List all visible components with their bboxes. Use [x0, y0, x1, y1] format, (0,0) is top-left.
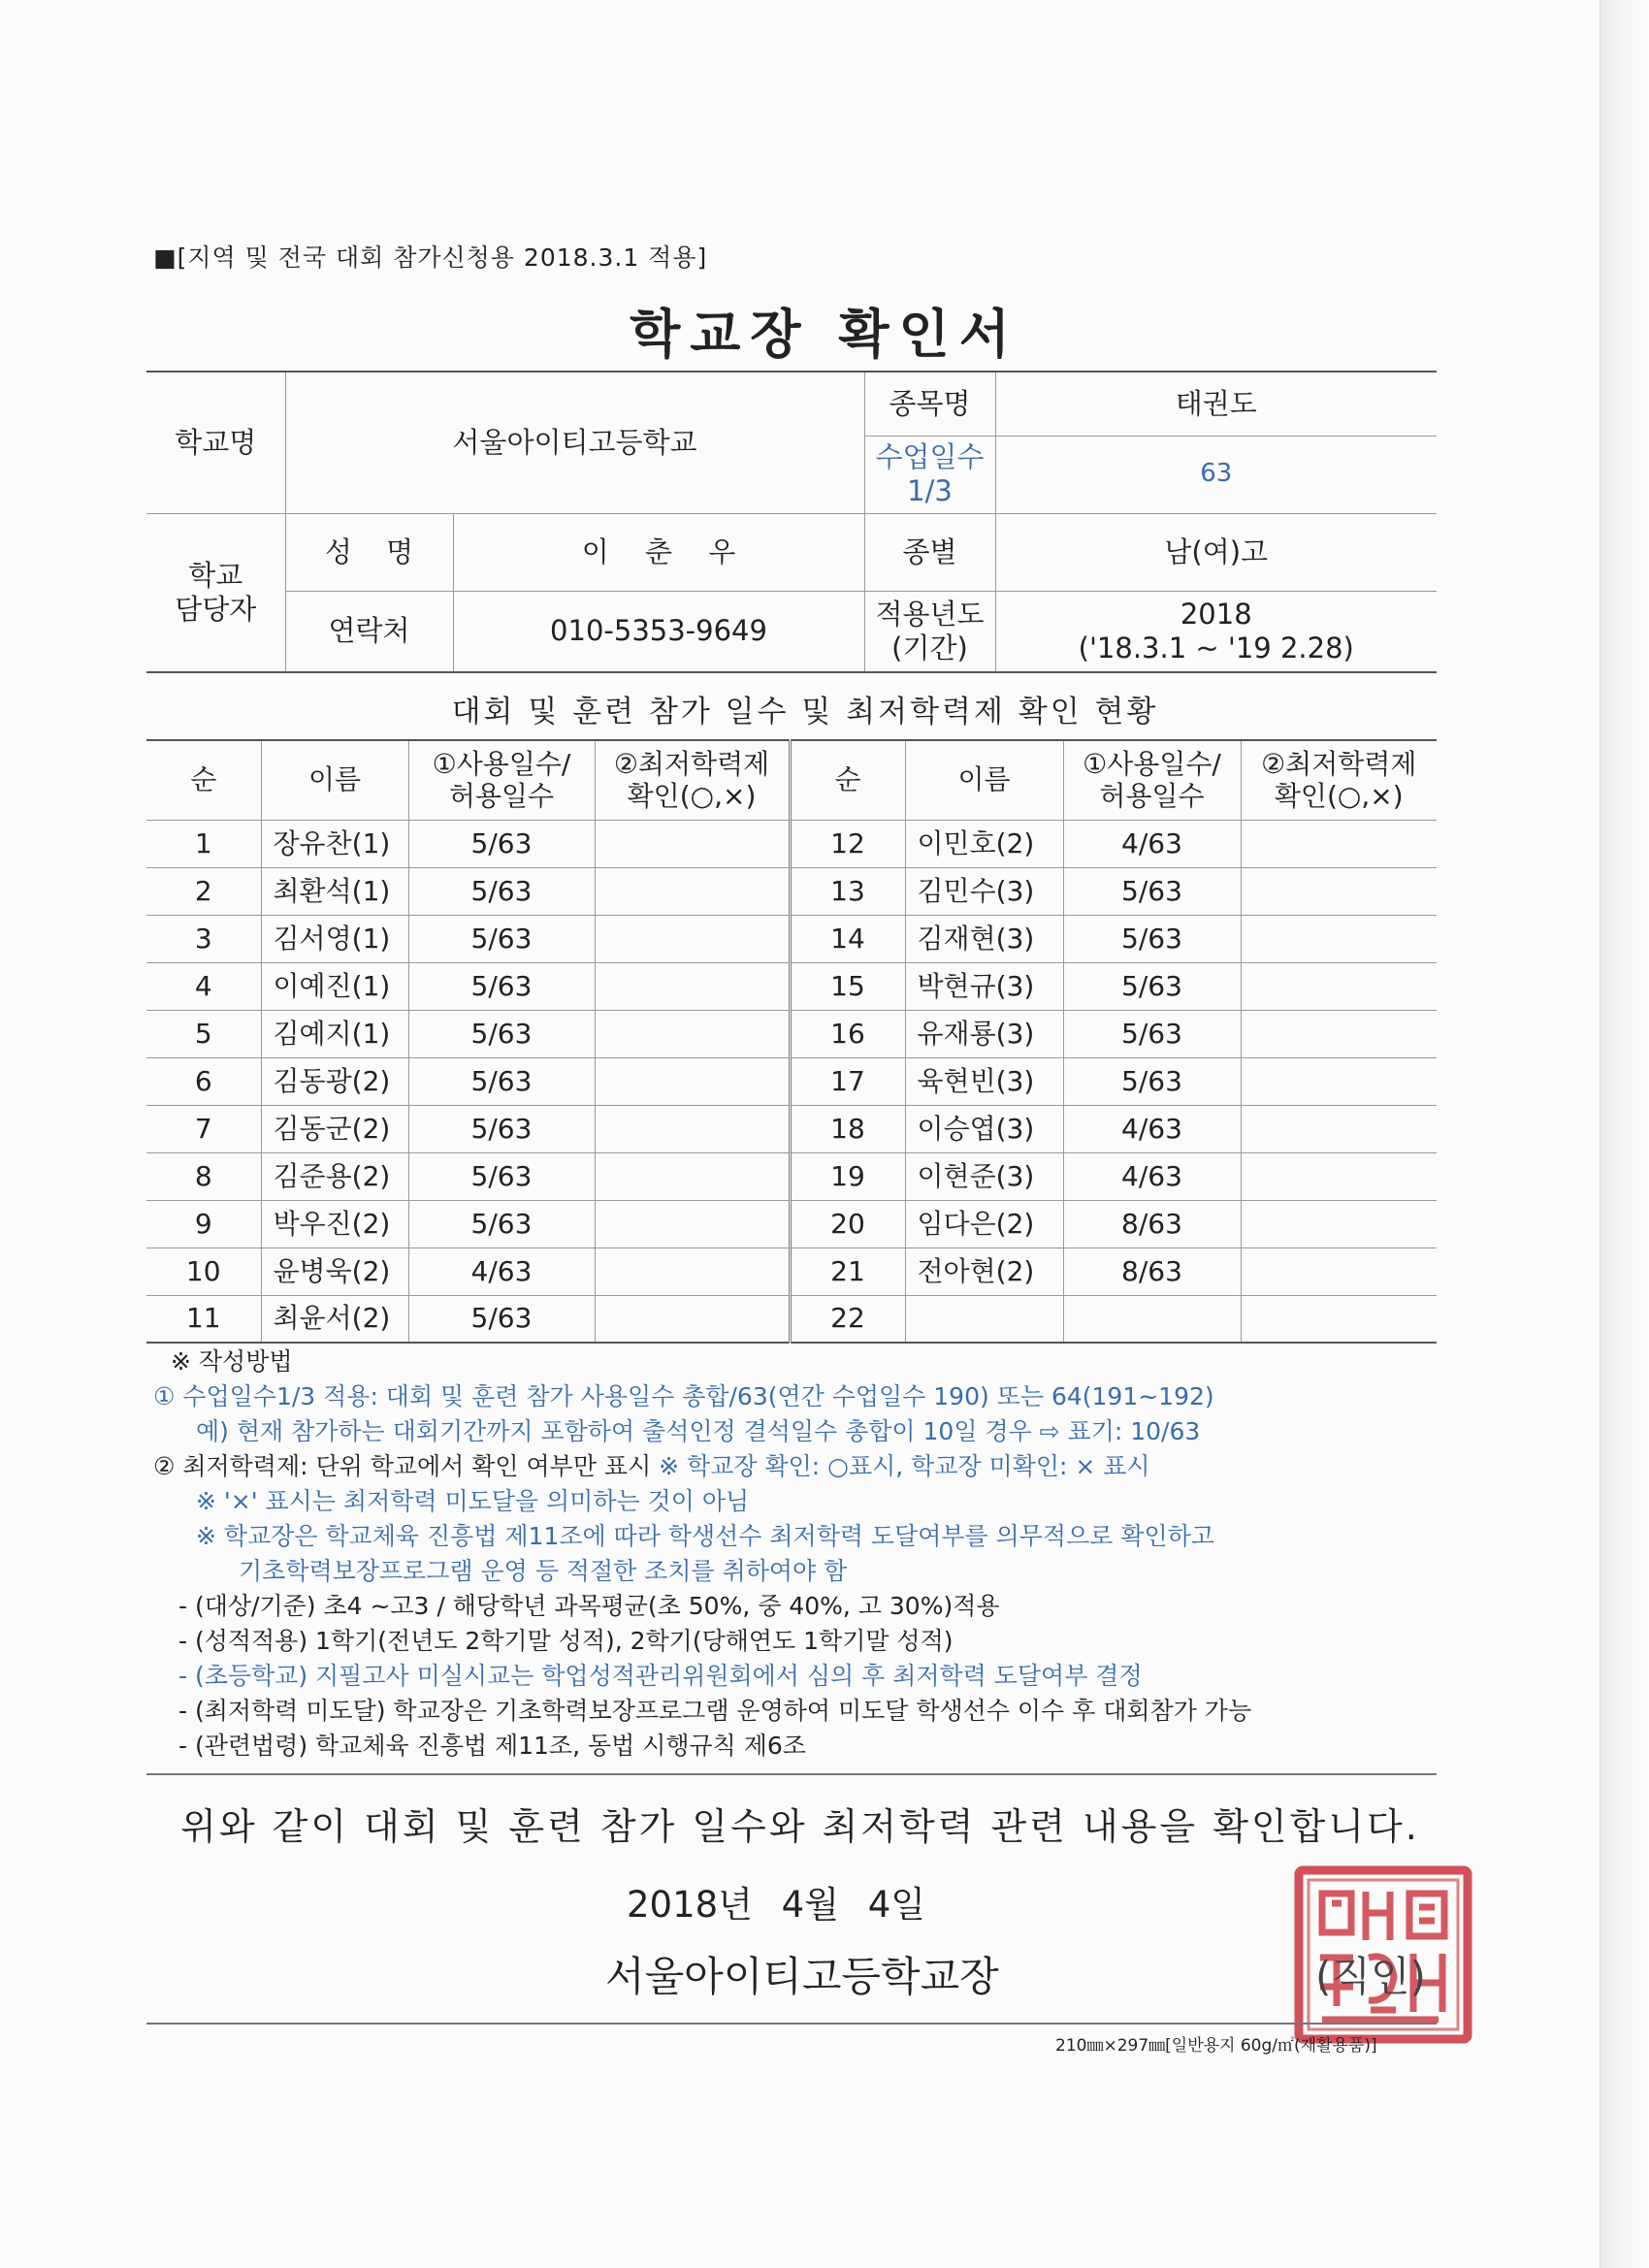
- min-academic-check: [595, 1105, 790, 1152]
- table-row: [146, 962, 1437, 1010]
- min-academic-check: [595, 1152, 790, 1200]
- used-days: 5/63: [408, 1057, 595, 1105]
- row-number: 21: [790, 1247, 905, 1295]
- seal-label: (직인): [1315, 1953, 1426, 2000]
- athlete-name: 유재룡(3): [905, 1010, 1063, 1057]
- min-academic-check: [595, 1295, 790, 1343]
- row-number: 16: [790, 1010, 905, 1057]
- athlete-name: 최윤서(2): [261, 1295, 408, 1343]
- row-number: 13: [790, 867, 905, 915]
- school-days-label-line1: 수업일수: [875, 440, 985, 474]
- contact-value: 010-5353-9649: [453, 591, 864, 672]
- staff-label: [146, 513, 285, 672]
- used-days: 5/63: [408, 1200, 595, 1247]
- used-days: 5/63: [408, 962, 595, 1010]
- min-academic-check: [1241, 1010, 1437, 1057]
- header-used-days: [408, 740, 595, 820]
- paper-spec: 210㎜×297㎜[일반용지 60g/㎡(재활용품)]: [1055, 2036, 1377, 2056]
- header-min-line2: 확인(○,×): [627, 780, 757, 813]
- bottom-rule: [146, 2023, 1437, 2025]
- athlete-name: 이예진(1): [261, 962, 408, 1010]
- gender-label: 종별: [864, 513, 995, 591]
- min-academic-check: [595, 915, 790, 962]
- staff-label-line2: 담당자: [175, 592, 257, 626]
- divider-line: [146, 1773, 1437, 1775]
- year-value-line1: 2018: [1180, 597, 1252, 631]
- header-name: 이름: [261, 740, 408, 820]
- athlete-name: 이민호(2): [905, 820, 1063, 867]
- athlete-name: [905, 1295, 1063, 1343]
- min-academic-check: [595, 1247, 790, 1295]
- bullet-4: - (최저학력 미도달) 학교장은 기초학력보장프로그램 운영하여 미도달 학생선수 이수 후 대회참가 가능: [178, 1697, 1252, 1725]
- section-title: 대회 및 훈련 참가 일수 및 최저학력제 확인 현황: [451, 695, 1159, 729]
- header-no: 순: [146, 740, 261, 820]
- min-academic-check: [595, 867, 790, 915]
- note-2: [153, 1449, 1443, 1484]
- year-label-line2: (기간): [891, 631, 968, 664]
- principal-signature: 서울아이티고등학교장: [605, 1953, 999, 2000]
- roster-table: [146, 739, 1437, 1344]
- athlete-name: 김동군(2): [261, 1105, 408, 1152]
- used-days: 5/63: [1063, 915, 1241, 962]
- athlete-name: 이승엽(3): [905, 1105, 1063, 1152]
- header-min-academic: [595, 740, 790, 820]
- note-4a: ※ 학교장은 학교체육 진흥법 제11조에 따라 학생선수 최저학력 도달여부를 의무적으로 확인하고: [196, 1522, 1214, 1550]
- min-academic-check: [1241, 1057, 1437, 1105]
- note-2a: ② 최저학력제: 단위 학교에서 확인 여부만 표시: [153, 1452, 652, 1480]
- row-number: 6: [146, 1057, 261, 1105]
- min-academic-check: [1241, 915, 1437, 962]
- gender-value: 남(여)고: [995, 513, 1437, 591]
- bullet-2: - (성적적용) 1학기(전년도 2학기말 성적), 2학기(당해연도 1학기말 성적): [178, 1627, 954, 1655]
- used-days: 5/63: [408, 1010, 595, 1057]
- used-days: 5/63: [408, 1105, 595, 1152]
- bullet-3: - (초등학교) 지필고사 미실시교는 학업성적관리위원회에서 심의 후 최저학력 도달여부 결정: [178, 1662, 1143, 1690]
- used-days: 4/63: [1063, 1105, 1241, 1152]
- row-number: 18: [790, 1105, 905, 1152]
- school-days-label-line2: 1/3: [907, 474, 953, 507]
- school-name: 서울아이티고등학교: [285, 372, 864, 513]
- row-number: 3: [146, 915, 261, 962]
- athlete-name: 김서영(1): [261, 915, 408, 962]
- min-academic-check: [595, 1200, 790, 1247]
- sport-label: 종목명: [864, 372, 995, 436]
- staff-name-label: 성 명: [285, 513, 453, 591]
- min-academic-check: [1241, 867, 1437, 915]
- athlete-name: 박현규(3): [905, 962, 1063, 1010]
- header-used-line2: 허용일수: [448, 780, 555, 813]
- row-number: 4: [146, 962, 261, 1010]
- bullet-1: - (대상/기준) 초4 ~고3 / 해당학년 과목평균(초 50%, 중 40%, 고 30%)적용: [178, 1592, 1000, 1620]
- used-days: 4/63: [1063, 1152, 1241, 1200]
- used-days: 5/63: [408, 1295, 595, 1343]
- school-days-label: [864, 436, 995, 513]
- used-days: 5/63: [1063, 962, 1241, 1010]
- header-min-line2: 확인(○,×): [1274, 780, 1404, 813]
- row-number: 8: [146, 1152, 261, 1200]
- athlete-name: 김동광(2): [261, 1057, 408, 1105]
- header-used-days-right: [1063, 740, 1241, 820]
- staff-label-line1: 학교: [188, 558, 243, 592]
- row-number: 20: [790, 1200, 905, 1247]
- note-1a: ① 수업일수1/3 적용: 대회 및 훈련 참가 사용일수 총합/63(연간 수업일수 190) 또는 64(191~192): [153, 1382, 1214, 1410]
- used-days: 8/63: [1063, 1200, 1241, 1247]
- min-academic-check: [1241, 1247, 1437, 1295]
- school-info-table: [146, 371, 1437, 673]
- notes-heading: ※ 작성방법: [171, 1347, 293, 1376]
- table-row: [146, 1057, 1437, 1105]
- table-row: [146, 1105, 1437, 1152]
- used-days: 4/63: [1063, 820, 1241, 867]
- used-days: 5/63: [408, 867, 595, 915]
- min-academic-check: [1241, 1105, 1437, 1152]
- document-title: 학교장 확인서: [630, 304, 1019, 365]
- used-days: 5/63: [408, 915, 595, 962]
- athlete-name: 김재현(3): [905, 915, 1063, 962]
- issue-date: 2018년 4월 4일: [627, 1884, 925, 1926]
- note-4b: 기초학력보장프로그램 운영 등 적절한 조치를 취하여야 함: [239, 1557, 848, 1585]
- row-number: 9: [146, 1200, 261, 1247]
- min-academic-check: [595, 962, 790, 1010]
- used-days: 5/63: [1063, 1010, 1241, 1057]
- table-row: [146, 867, 1437, 915]
- row-number: 11: [146, 1295, 261, 1343]
- confirmation-statement: 위와 같이 대회 및 훈련 참가 일수와 최저학력 관련 내용을 확인합니다.: [180, 1805, 1420, 1848]
- athlete-name: 박우진(2): [261, 1200, 408, 1247]
- year-value: [995, 591, 1437, 672]
- athlete-name: 전아현(2): [905, 1247, 1063, 1295]
- athlete-name: 김준용(2): [261, 1152, 408, 1200]
- used-days: 5/63: [408, 820, 595, 867]
- year-value-line2: ('18.3.1 ~ '19 2.28): [1078, 631, 1354, 664]
- used-days: 5/63: [1063, 1057, 1241, 1105]
- table-row: [146, 820, 1437, 867]
- row-number: 7: [146, 1105, 261, 1152]
- note-1b: 예) 현재 참가하는 대회기간까지 포함하여 출석인정 결석일수 총합이 10일 경우 ⇨ 표기: 10/63: [196, 1417, 1201, 1445]
- table-row: [146, 1200, 1437, 1247]
- row-number: 17: [790, 1057, 905, 1105]
- min-academic-check: [595, 1010, 790, 1057]
- row-number: 1: [146, 820, 261, 867]
- row-number: 19: [790, 1152, 905, 1200]
- contact-label: 연락처: [285, 591, 453, 672]
- school-days-value: 63: [995, 436, 1437, 513]
- row-number: 12: [790, 820, 905, 867]
- athlete-name: 윤병욱(2): [261, 1247, 408, 1295]
- table-row: [146, 1010, 1437, 1057]
- roster-header-row: [146, 740, 1437, 820]
- min-academic-check: [1241, 1200, 1437, 1247]
- header-min-academic-right: [1241, 740, 1437, 820]
- header-name-right: 이름: [905, 740, 1063, 820]
- used-days: 4/63: [408, 1247, 595, 1295]
- row-number: 22: [790, 1295, 905, 1343]
- athlete-name: 장유찬(1): [261, 820, 408, 867]
- year-label-line1: 적용년도: [875, 597, 985, 631]
- athlete-name: 임다은(2): [905, 1200, 1063, 1247]
- table-row: [146, 915, 1437, 962]
- year-label: [864, 591, 995, 672]
- header-used-line2: 허용일수: [1099, 780, 1205, 813]
- note-3: ※ '×' 표시는 최저학력 미도달을 의미하는 것이 아님: [196, 1487, 750, 1515]
- header-min-line1: ②최저학력제: [613, 747, 770, 780]
- athlete-name: 김예지(1): [261, 1010, 408, 1057]
- used-days: 5/63: [1063, 867, 1241, 915]
- staff-name: 이 춘 우: [453, 513, 864, 591]
- sport-value: 태권도: [995, 372, 1437, 436]
- min-academic-check: [1241, 962, 1437, 1010]
- table-row: [146, 1295, 1437, 1343]
- header-used-line1: ①사용일수/: [1083, 747, 1221, 780]
- min-academic-check: [595, 820, 790, 867]
- table-row: [146, 1247, 1437, 1295]
- athlete-name: 최환석(1): [261, 867, 408, 915]
- instructions: [153, 1345, 1443, 1764]
- row-number: 14: [790, 915, 905, 962]
- min-academic-check: [595, 1057, 790, 1105]
- row-number: 15: [790, 962, 905, 1010]
- used-days: [1063, 1295, 1241, 1343]
- row-number: 2: [146, 867, 261, 915]
- header-no-right: 순: [790, 740, 905, 820]
- athlete-name: 육현빈(3): [905, 1057, 1063, 1105]
- bullet-5: - (관련법령) 학교체육 진흥법 제11조, 동법 시행규칙 제6조: [178, 1732, 806, 1760]
- min-academic-check: [1241, 820, 1437, 867]
- table-row: [146, 1152, 1437, 1200]
- header-used-line1: ①사용일수/: [432, 747, 571, 780]
- row-number: 5: [146, 1010, 261, 1057]
- min-academic-check: [1241, 1295, 1437, 1343]
- athlete-name: 이현준(3): [905, 1152, 1063, 1200]
- form-header-note: ■[지역 및 전국 대회 참가신청용 2018.3.1 적용]: [153, 243, 708, 272]
- note-2b: ※ 학교장 확인: ○표시, 학교장 미확인: × 표시: [659, 1452, 1150, 1480]
- used-days: 5/63: [408, 1152, 595, 1200]
- min-academic-check: [1241, 1152, 1437, 1200]
- school-name-label: 학교명: [146, 372, 285, 513]
- athlete-name: 김민수(3): [905, 867, 1063, 915]
- header-min-line1: ②최저학력제: [1261, 747, 1417, 780]
- used-days: 8/63: [1063, 1247, 1241, 1295]
- row-number: 10: [146, 1247, 261, 1295]
